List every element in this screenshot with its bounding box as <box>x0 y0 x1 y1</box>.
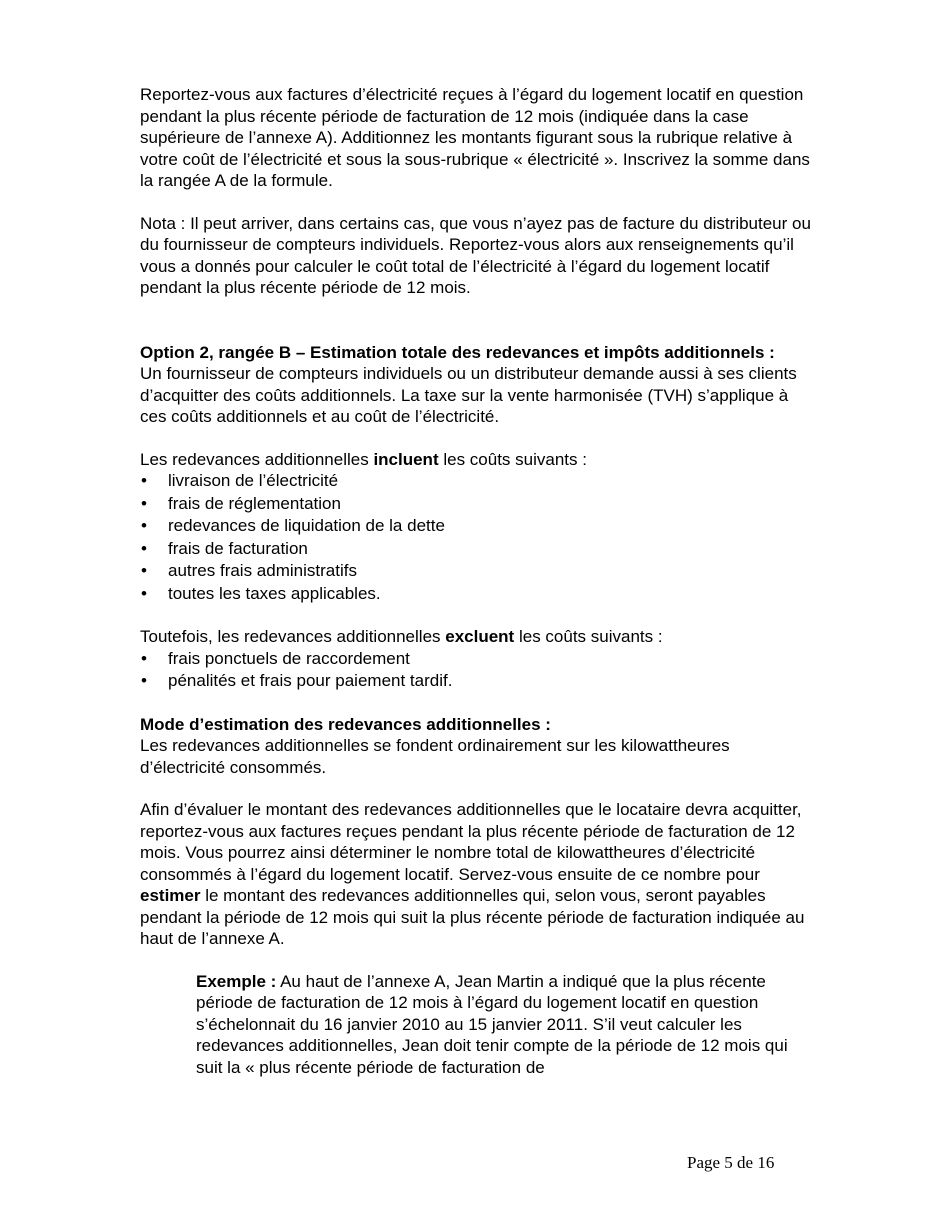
exclude-prefix: Toutefois, les redevances additionnelles <box>140 627 446 646</box>
include-list <box>140 470 812 605</box>
include-prefix: Les redevances additionnelles <box>140 449 374 469</box>
exclude-intro <box>140 626 812 648</box>
intro-paragraph: Reportez-vous aux factures d’électricité reçues à l’égard du logement locatif en question pendant la plus récente période de facturation de 12 mois (indiquée dans la case supérieure de l’annexe A). Additionnez les montants figurant sous la rubrique relative à votre coût de l’électricité et sous la sous-rubrique « électricité ». Inscrivez la somme dans la rangée A de la formule. <box>140 85 810 190</box>
nota-paragraph: Nota : Il peut arriver, dans certains cas, que vous n’ayez pas de facture du distributeur ou du fournisseur de compteurs individuels. Reportez-vous alors aux renseignements qu’il vous a donnés pour calculer le coût total de l’électricité à l’égard du logement locatif pendant la plus récente période de 12 mois. <box>140 213 811 297</box>
include-intro <box>140 449 812 471</box>
mode-heading: Mode d’estimation des redevances additionnelles : <box>140 714 551 734</box>
option2-heading: Option 2, rangée B – Estimation totale des redevances et impôts additionnels : <box>140 342 775 362</box>
exclude-list <box>140 648 812 693</box>
evaluation-part1: Afin d’évaluer le montant des redevances additionnelles que le locataire devra acquitter, reportez-vous aux factures reçues pendant la plus récente période de facturation de 12 mois. Vous pourrez ainsi déterminer le nombre total de kilowattheures d’électricité consommés à l’égard du logement locatif. Servez-vous ensuite de ce nombre pour <box>140 800 802 884</box>
list-item: • autres frais administratifs <box>140 560 812 583</box>
list-item: • frais de réglementation <box>140 493 812 516</box>
list-item: • livraison de l’électricité <box>140 470 812 493</box>
mode-body: Les redevances additionnelles se fondent ordinairement sur les kilowattheures d’électricité consommés. <box>140 736 730 777</box>
exclude-suffix: les coûts suivants : <box>514 627 663 646</box>
example-paragraph <box>196 971 812 1079</box>
page-content <box>140 84 812 1078</box>
evaluation-keyword: estimer <box>140 886 201 905</box>
list-item: • frais de facturation <box>140 538 812 561</box>
evaluation-part2: le montant des redevances additionnelles qui, selon vous, seront payables pendant la période de 12 mois qui suit la plus récente période de facturation indiquée au haut de l’annexe A. <box>140 886 805 948</box>
example-text: Au haut de l’annexe A, Jean Martin a indiqué que la plus récente période de facturation de 12 mois à l’égard du logement locatif en question s’échelonnait du 16 janvier 2010 au 15 janvier 2011. S’il veut calculer les redevances additionnelles, Jean doit tenir compte de la période de 12 mois qui suit la « plus récente période de facturation de <box>196 971 788 1077</box>
evaluation-paragraph <box>140 799 812 950</box>
example-label: Exemple : <box>196 971 277 991</box>
list-item: • toutes les taxes applicables. <box>140 583 812 606</box>
include-keyword: incluent <box>373 449 439 469</box>
exclude-keyword: excluent <box>445 627 515 646</box>
option2-body: Un fournisseur de compteurs individuels ou un distributeur demande aussi à ses clients d’acquitter des coûts additionnels. La taxe sur la vente harmonisée (TVH) s’applique à ces coûts additionnels et au coût de l’électricité. <box>140 364 797 426</box>
page-number: Page 5 de 16 <box>687 1153 775 1172</box>
list-item: • redevances de liquidation de la dette <box>140 515 812 538</box>
list-item: • frais ponctuels de raccordement <box>140 648 812 671</box>
include-suffix: les coûts suivants : <box>438 449 587 469</box>
list-item: • pénalités et frais pour paiement tardif. <box>140 670 812 693</box>
